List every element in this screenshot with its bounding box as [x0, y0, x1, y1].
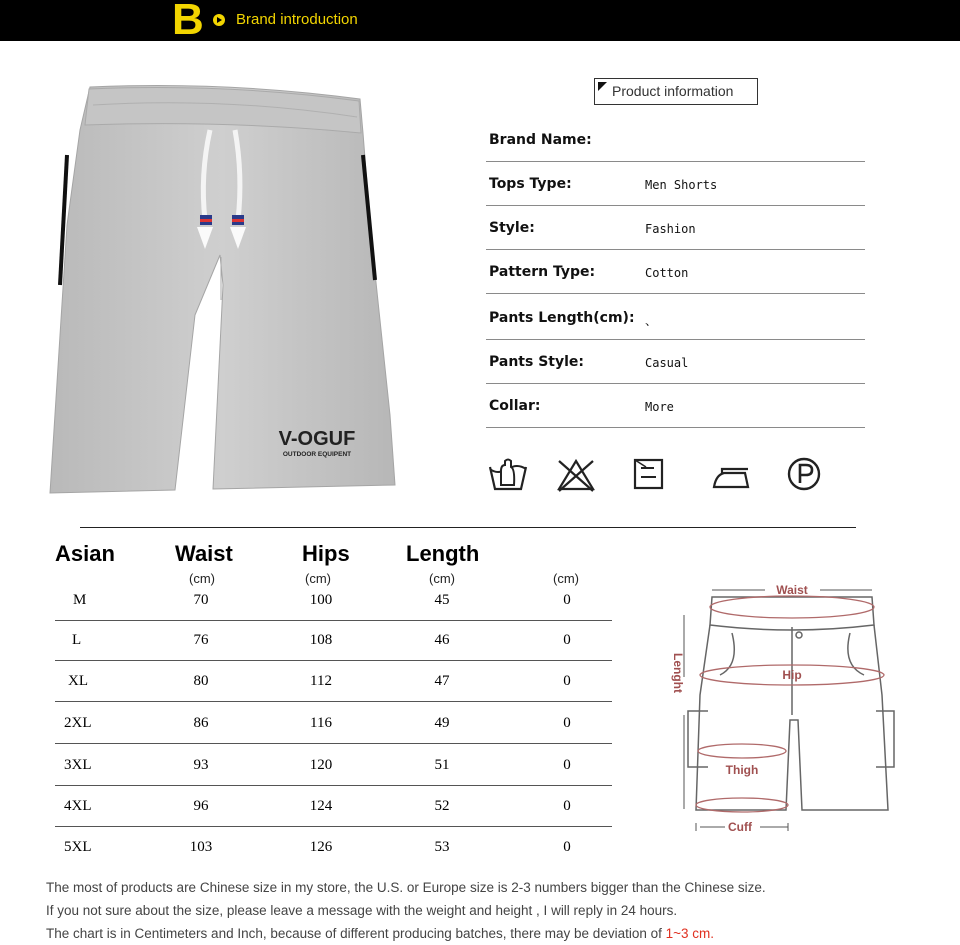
hips-cell: 116 [310, 715, 332, 731]
section-divider [80, 527, 856, 528]
length-cell: 45 [434, 592, 450, 608]
extra-cell: 0 [563, 632, 571, 648]
info-row-pattern-type [486, 250, 865, 294]
info-label: Pattern Type: [489, 264, 596, 280]
header-asian: Asian [55, 541, 115, 566]
length-cell: 46 [434, 632, 450, 648]
hips-cell: 100 [309, 592, 333, 608]
tumble-dry-icon [628, 455, 670, 495]
diagram-thigh-label: Thigh [725, 763, 759, 777]
table-row [55, 703, 612, 744]
table-row [55, 786, 612, 827]
header-hips: Hips [302, 541, 350, 566]
header-bar [0, 0, 960, 44]
diagram-cuff-label: Cuff [728, 820, 752, 834]
hand-wash-icon [487, 455, 529, 495]
length-cell: 53 [434, 839, 450, 855]
info-label: Pants Length(cm): [489, 310, 635, 326]
table-row [55, 580, 612, 621]
shorts-logo-text: V-OGUF [278, 428, 356, 450]
extra-cell: 0 [563, 715, 571, 731]
product-image-shorts [45, 85, 405, 495]
note-line-2: If you not sure about the size, please leave a message with the weight and height , I will reply in 24 hours. [46, 903, 678, 918]
size-cell: 3XL [64, 757, 92, 773]
size-cell: M [73, 592, 87, 608]
length-cell: 47 [434, 673, 450, 689]
size-notes [46, 876, 766, 945]
size-cell: 2XL [64, 715, 92, 731]
brand-logo-letter: B [172, 0, 204, 44]
extra-cell: 0 [563, 592, 571, 608]
extra-cell: 0 [563, 757, 571, 773]
extra-cell: 0 [563, 839, 571, 855]
info-value: Men Shorts [645, 178, 718, 192]
hips-cell: 126 [309, 839, 333, 855]
size-cell: L [72, 632, 82, 648]
table-row [55, 827, 612, 868]
dry-clean-icon [783, 455, 825, 495]
do-not-bleach-icon [555, 455, 597, 495]
waist-cell: 93 [193, 757, 209, 773]
unit-length: (cm) [429, 571, 455, 586]
info-row-pants-length [486, 296, 865, 340]
length-cell: 49 [434, 715, 450, 731]
info-value: Fashion [645, 222, 696, 236]
extra-cell: 0 [563, 798, 571, 814]
iron-icon [710, 455, 752, 495]
product-information-heading: Product information [594, 78, 758, 105]
header-waist: Waist [175, 541, 233, 566]
waist-cell: 76 [193, 632, 209, 648]
note-line-3-text: The chart is in Centimeters and Inch, because of different producing batches, there may be deviation of [46, 926, 666, 941]
waist-cell: 80 [193, 673, 209, 689]
diagram-length-label: Lenght [671, 653, 685, 693]
shorts-logo-subtext: OUTDOOR EQUIPENT [282, 451, 352, 458]
table-row [55, 661, 612, 702]
info-value: Cotton [645, 266, 689, 280]
size-cell: XL [68, 673, 88, 689]
table-row [55, 745, 612, 786]
extra-cell: 0 [563, 673, 571, 689]
info-row-collar [486, 384, 865, 428]
waist-cell: 96 [193, 798, 209, 814]
info-row-brand-name [486, 118, 865, 162]
size-cell: 4XL [64, 798, 92, 814]
hips-cell: 124 [309, 798, 333, 814]
length-cell: 52 [434, 798, 450, 814]
waist-cell: 103 [189, 839, 213, 855]
brand-introduction-title: Brand introduction [236, 11, 358, 28]
table-row [55, 620, 612, 661]
info-value: 、 [645, 314, 658, 328]
diagram-waist-label: Waist [776, 583, 808, 597]
header-length: Length [406, 541, 480, 566]
length-cell: 51 [434, 757, 450, 773]
note-line-1: The most of products are Chinese size in my store, the U.S. or Europe size is 2-3 numbers bigger than the Chinese size. [46, 880, 766, 895]
waist-cell: 70 [193, 592, 209, 608]
info-label: Brand Name: [489, 132, 592, 148]
info-row-tops-type [486, 162, 865, 206]
info-label: Style: [489, 220, 535, 236]
waist-cell: 86 [193, 715, 209, 731]
info-label: Collar: [489, 398, 541, 414]
unit-hips: (cm) [305, 571, 331, 586]
info-label: Tops Type: [489, 176, 572, 192]
hips-cell: 120 [309, 757, 333, 773]
measurement-diagram [660, 565, 920, 855]
size-cell: 5XL [64, 839, 92, 855]
note-line-3 [46, 922, 766, 945]
diagram-hip-label: Hip [782, 668, 802, 682]
deviation-highlight: 1~3 cm. [665, 926, 715, 941]
play-icon [213, 14, 225, 26]
hips-cell: 108 [309, 632, 333, 648]
info-value: Casual [645, 356, 689, 370]
hips-cell: 112 [310, 673, 332, 689]
info-row-style [486, 206, 865, 250]
info-row-pants-style [486, 340, 865, 384]
unit-waist: (cm) [189, 571, 215, 586]
unit-extra: (cm) [553, 571, 579, 586]
info-label: Pants Style: [489, 354, 584, 370]
info-value: More [645, 400, 674, 414]
